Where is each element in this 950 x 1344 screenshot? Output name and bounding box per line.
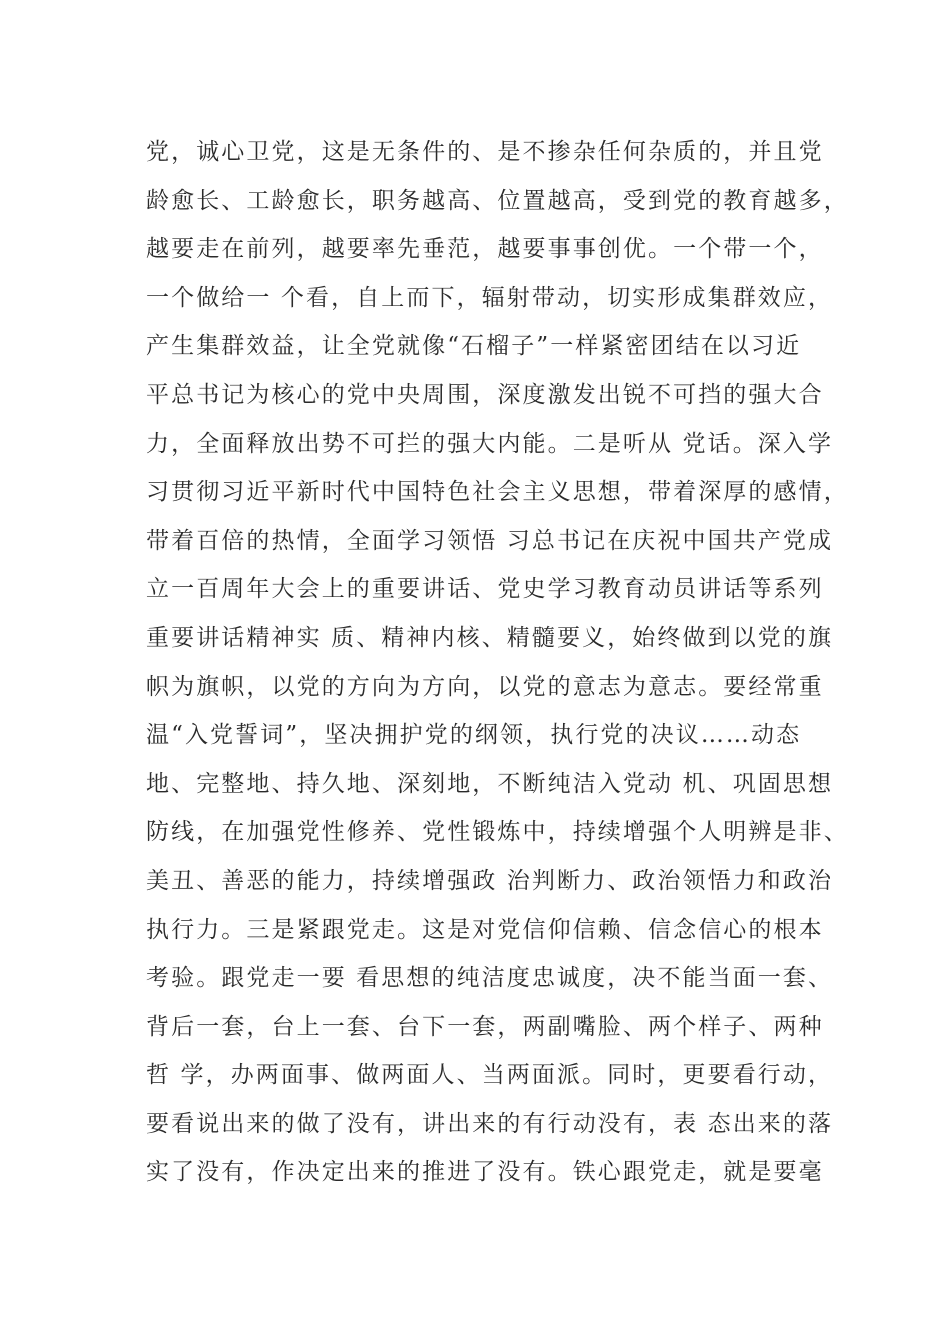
text-line: 产生集群效益，让全党就像“石榴子”一样紧密团结在以习近 [146, 333, 802, 360]
text-line: 帜为旗帜，以党的方向为方向，以党的意志为意志。要经常重 [146, 673, 824, 700]
text-line: 习贯彻习近平新时代中国特色社会主义思想，带着深厚的感情， [146, 479, 849, 506]
text-line: 立一百周年大会上的重要讲话、党史学习教育动员讲话等系列 [146, 576, 824, 603]
text-line: 一个做给一 个看，自上而下，辐射带动，切实形成集群效应， [146, 284, 834, 311]
body-paragraph [146, 128, 849, 1197]
text-line: 党，诚心卫党，这是无条件的、是不掺杂任何杂质的，并且党 [146, 139, 824, 165]
text-line: 执行力。三是紧跟党走。这是对党信仰信赖、信念信心的根本 [146, 916, 824, 943]
text-line: 美丑、善恶的能力，持续增强政 治判断力、政治领悟力和政治 [146, 867, 834, 894]
text-line: 背后一套，台上一套、台下一套，两副嘴脸、两个样子、两种 [146, 1013, 824, 1040]
text-line: 地、完整地、持久地、深刻地，不断纯洁入党动 机、巩固思想 [146, 770, 834, 797]
text-line: 重要讲话精神实 质、精神内核、精髓要义，始终做到以党的旗 [146, 624, 834, 651]
text-line: 实了没有，作决定出来的推进了没有。铁心跟党走，就是要毫 [146, 1159, 824, 1186]
text-line: 温“入党誓词”，坚决拥护党的纲领，执行党的决议……动态 [146, 722, 802, 749]
text-line: 考验。跟党走一要 看思想的纯洁度忠诚度，决不能当面一套、 [146, 965, 834, 992]
text-line: 防线，在加强党性修养、党性锻炼中，持续增强个人明辨是非、 [146, 819, 849, 846]
text-line: 平总书记为核心的党中央周围，深度激发出锐不可挡的强大合 [146, 381, 824, 408]
text-line: 哲 学，办两面事、做两面人、当两面派。同时，更要看行动， [146, 1062, 834, 1089]
text-line: 力，全面释放出势不可拦的强大内能。二是听从 党话。深入学 [146, 430, 834, 457]
text-line: 带着百倍的热情，全面学习领悟 习总书记在庆祝中国共产党成 [146, 527, 834, 554]
text-line: 要看说出来的做了没有，讲出来的有行动没有，表 态出来的落 [146, 1110, 834, 1137]
text-line: 越要走在前列，越要率先垂范，越要事事创优。一个带一个， [146, 236, 824, 263]
text-line: 龄愈长、工龄愈长，职务越高、位置越高，受到党的教育越多， [146, 187, 849, 214]
